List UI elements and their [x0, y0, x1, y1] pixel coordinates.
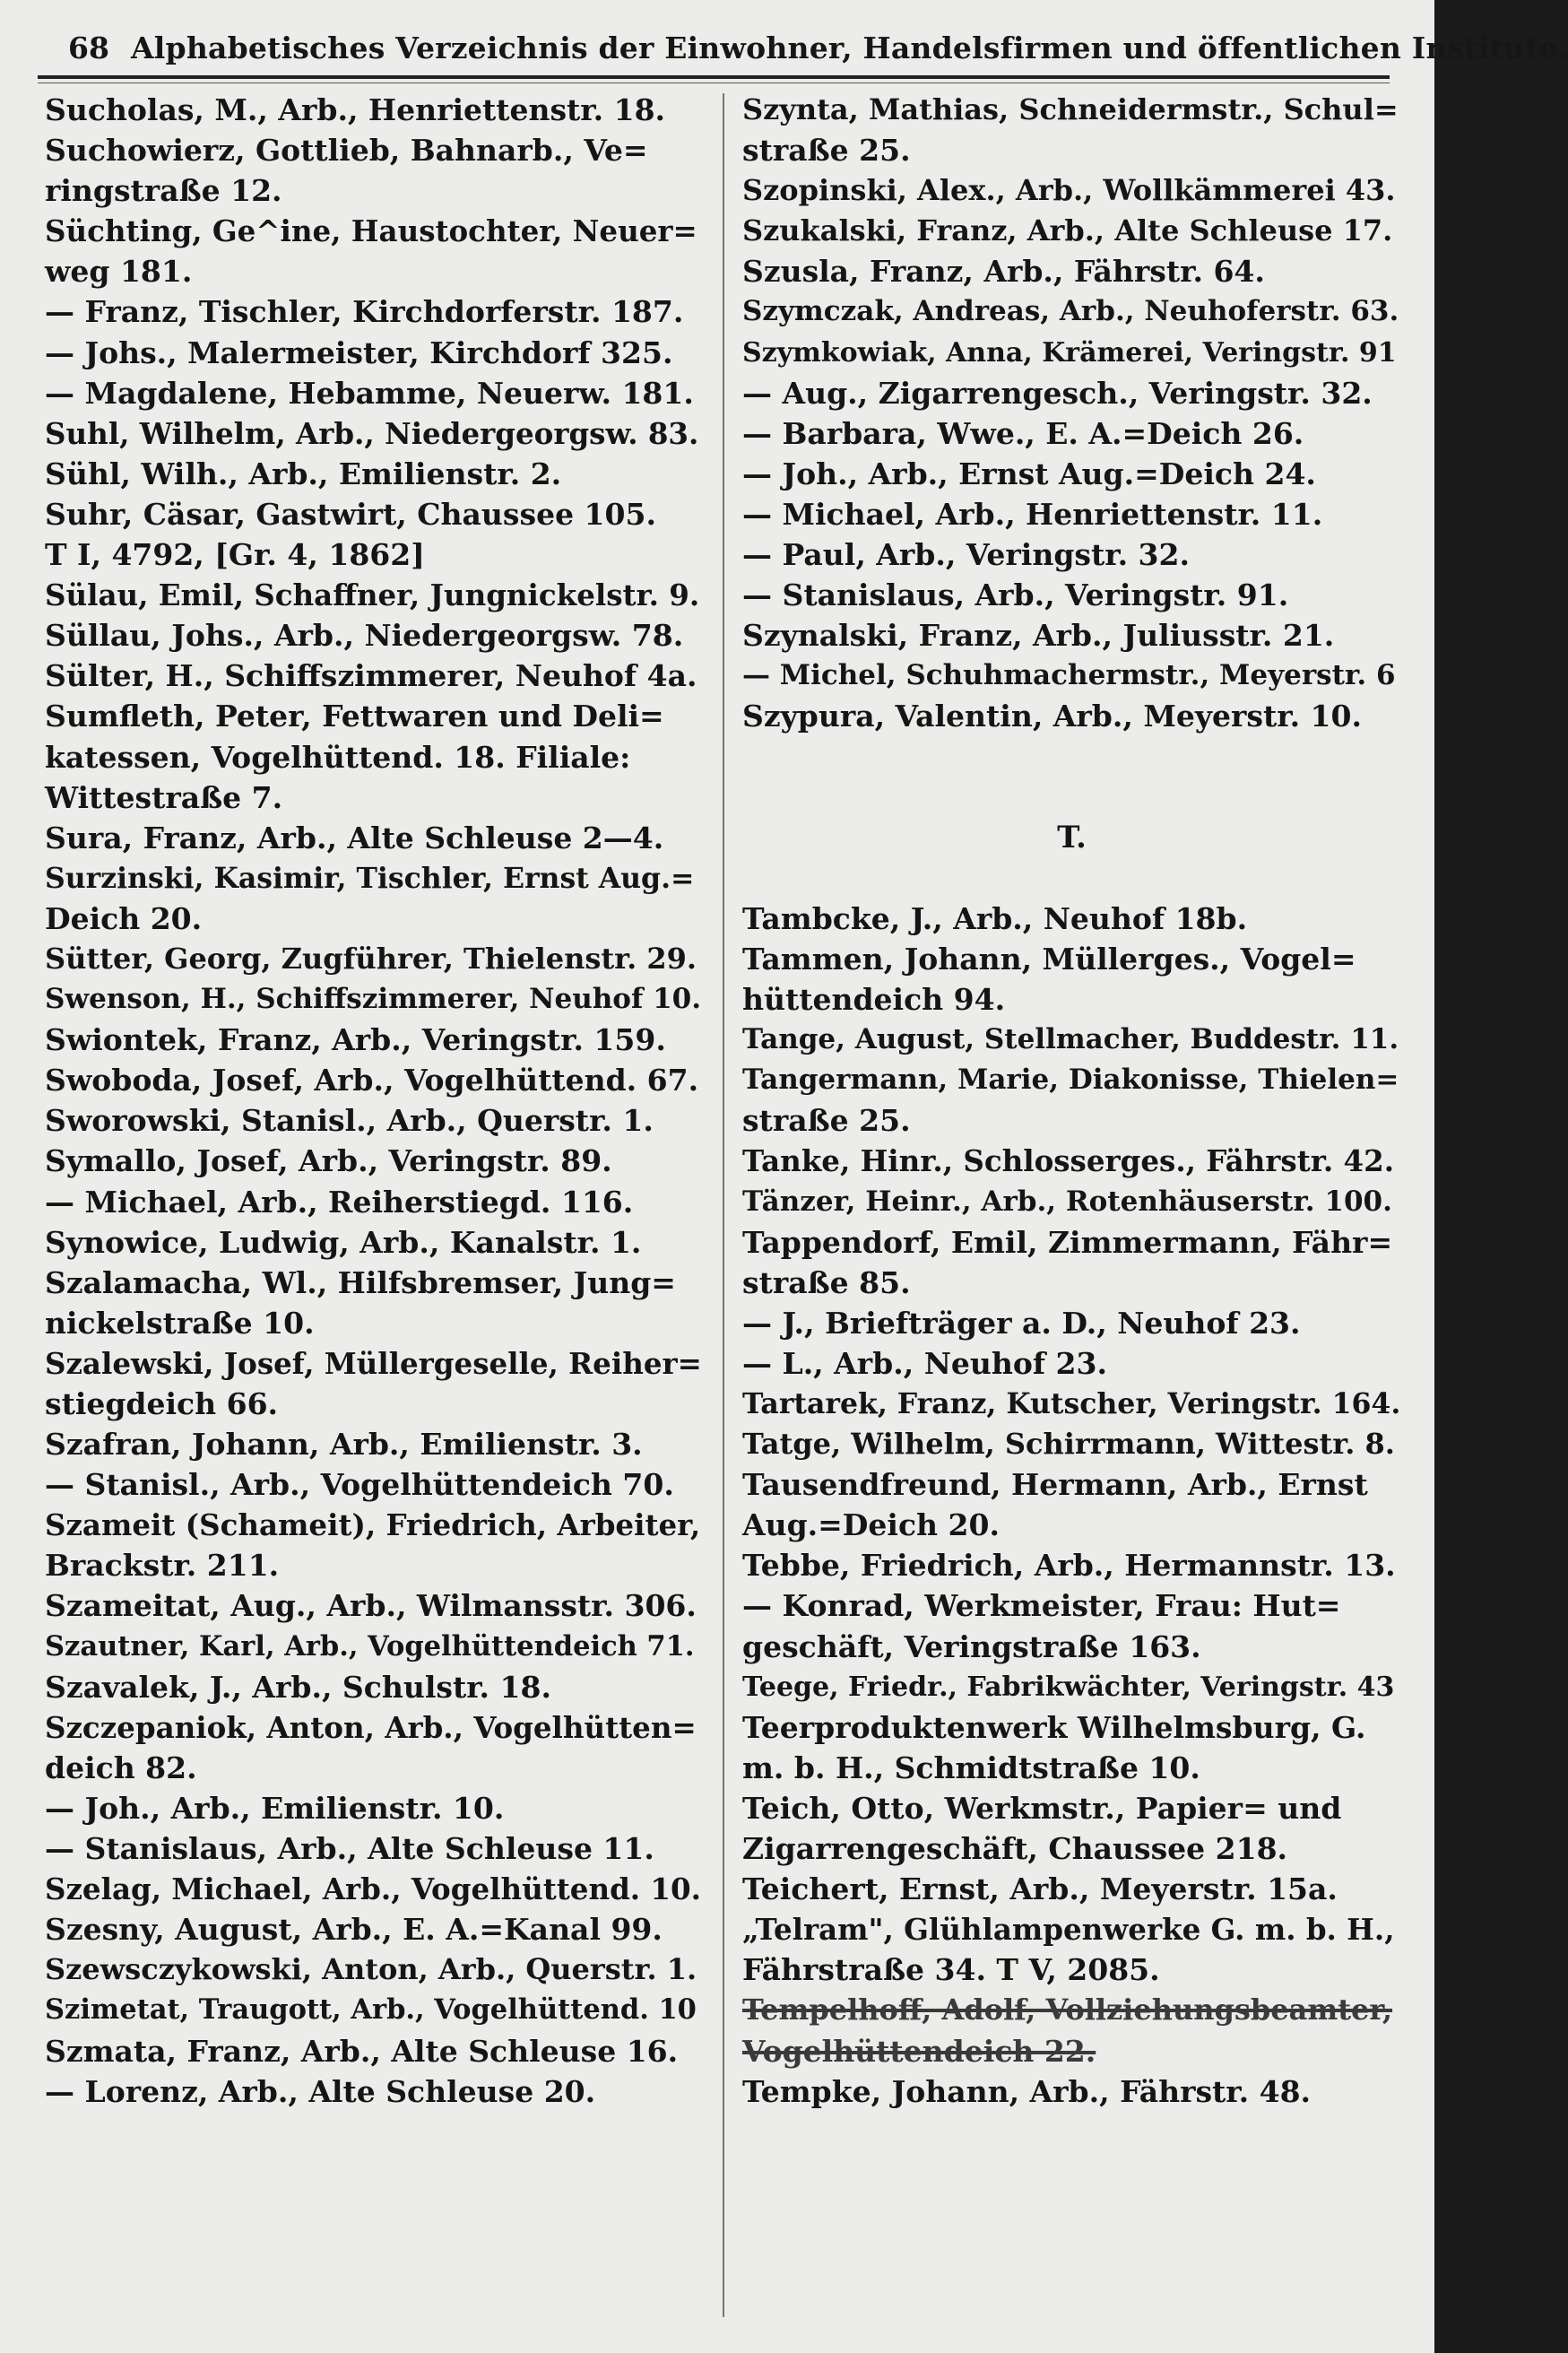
directory-line: Wittestraße 7. — [45, 779, 283, 815]
directory-line: deich 82. — [45, 1750, 197, 1785]
directory-line: Szameit (Schameit), Friedrich, Arbeiter, — [45, 1507, 701, 1543]
directory-line: — Barbara, Wwe., E. A.=Deich 26. — [742, 415, 1304, 451]
directory-line: Synowice, Ludwig, Arb., Kanalstr. 1. — [45, 1224, 642, 1260]
header-rule — [38, 75, 1390, 79]
directory-line: — Lorenz, Arb., Alte Schleuse 20. — [45, 2073, 596, 2109]
directory-line: — L., Arb., Neuhof 23. — [742, 1345, 1107, 1381]
page-title: Alphabetisches Verzeichnis der Einwohner, Handelsfirmen und öffentlichen Institute. — [131, 30, 1568, 65]
directory-line: Tangermann, Marie, Diakonisse, Thielen= — [742, 1064, 1399, 1097]
blank-line — [742, 858, 1401, 899]
directory-line: Suchowierz, Gottlieb, Bahnarb., Ve= — [45, 133, 648, 169]
directory-line: katessen, Vogelhüttend. 18. Filiale: — [45, 739, 631, 775]
directory-line: Szesny, August, Arb., E. A.=Kanal 99. — [45, 1912, 663, 1948]
directory-line: Süchting, Ge^ine, Haustochter, Neuer= — [45, 213, 697, 249]
directory-line: Teege, Friedr., Fabrikwächter, Veringstr. 43 — [742, 1671, 1395, 1703]
page-header — [30, 27, 1568, 79]
directory-line: Surzinski, Kasimir, Tischler, Ernst Aug.= — [45, 861, 695, 895]
directory-line: Szopinski, Alex., Arb., Wollkämmerei 43. — [742, 173, 1396, 208]
directory-line: — Joh., Arb., Emilienstr. 10. — [45, 1790, 505, 1826]
directory-line: Sucholas, M., Arb., Henriettenstr. 18. — [45, 92, 666, 127]
directory-line: Szynalski, Franz, Arb., Juliusstr. 21. — [742, 618, 1335, 654]
directory-line: Tatge, Wilhelm, Schirrmann, Wittestr. 8. — [742, 1427, 1395, 1462]
section-heading: T. — [1057, 819, 1087, 855]
column-divider — [723, 93, 724, 2317]
directory-line: Szameitat, Aug., Arb., Wilmansstr. 306. — [45, 1588, 697, 1624]
directory-line: Swenson, H., Schiffszimmerer, Neuhof 10. — [45, 983, 702, 1016]
directory-line: Szmata, Franz, Arb., Alte Schleuse 16. — [45, 2033, 679, 2069]
page-number: 68 — [68, 30, 109, 65]
directory-line: Sumfleth, Peter, Fettwaren und Deli= — [45, 699, 664, 734]
directory-line: Süllau, Johs., Arb., Niedergeorgsw. 78. — [45, 618, 684, 654]
directory-line: Tanke, Hinr., Schlosserges., Fährstr. 42. — [742, 1143, 1395, 1179]
directory-line: Swiontek, Franz, Arb., Veringstr. 159. — [45, 1022, 666, 1058]
directory-line: Sworowski, Stanisl., Arb., Querstr. 1. — [45, 1103, 654, 1139]
directory-line: nickelstraße 10. — [45, 1305, 315, 1341]
directory-line: — Michael, Arb., Reiherstiegd. 116. — [45, 1184, 634, 1220]
directory-line: Szimetat, Traugott, Arb., Vogelhüttend. 10 — [45, 1993, 697, 2027]
directory-line: — Konrad, Werkmeister, Frau: Hut= — [742, 1588, 1341, 1624]
blank-line — [742, 737, 1401, 777]
directory-line: stiegdeich 66. — [45, 1386, 279, 1421]
directory-line: Teich, Otto, Werkmstr., Papier= und — [742, 1790, 1342, 1826]
directory-line: geschäft, Veringstraße 163. — [742, 1628, 1201, 1664]
directory-line: Symallo, Josef, Arb., Veringstr. 89. — [45, 1143, 612, 1179]
directory-line: Teichert, Ernst, Arb., Meyerstr. 15a. — [742, 1871, 1338, 1907]
directory-line: Tappendorf, Emil, Zimmermann, Fähr= — [742, 1224, 1393, 1260]
directory-line: ringstraße 12. — [45, 173, 282, 209]
directory-line: — Johs., Malermeister, Kirchdorf 325. — [45, 334, 673, 370]
directory-line: Szczepaniok, Anton, Arb., Vogelhütten= — [45, 1709, 697, 1745]
directory-line: Tambcke, J., Arb., Neuhof 18b. — [742, 900, 1248, 936]
directory-line: Deich 20. — [45, 900, 203, 936]
directory-line: Tausendfreund, Hermann, Arb., Ernst — [742, 1467, 1368, 1503]
directory-line: Sülau, Emil, Schaffner, Jungnickelstr. 9. — [45, 577, 700, 613]
directory-line: Szymkowiak, Anna, Krämerei, Veringstr. 91 — [742, 336, 1397, 369]
directory-line: Sütter, Georg, Zugführer, Thielenstr. 29. — [45, 941, 697, 976]
directory-line: Sura, Franz, Arb., Alte Schleuse 2—4. — [45, 820, 664, 855]
directory-line: — Stanislaus, Arb., Alte Schleuse 11. — [45, 1831, 654, 1867]
directory-line: Szavalek, J., Arb., Schulstr. 18. — [45, 1669, 551, 1705]
directory-line: Szusla, Franz, Arb., Fährstr. 64. — [742, 254, 1265, 290]
directory-line: straße 85. — [742, 1264, 911, 1300]
directory-line: — Franz, Tischler, Kirchdorferstr. 187. — [45, 294, 684, 330]
directory-line: Szafran, Johann, Arb., Emilienstr. 3. — [45, 1427, 643, 1463]
directory-line: Tebbe, Friedrich, Arb., Hermannstr. 13. — [742, 1548, 1396, 1584]
directory-line: Suhr, Cäsar, Gastwirt, Chaussee 105. — [45, 496, 656, 532]
directory-line: Tänzer, Heinr., Arb., Rotenhäuserstr. 100. — [742, 1185, 1392, 1218]
directory-line: Szynta, Mathias, Schneidermstr., Schul= — [742, 92, 1399, 126]
directory-line: Tartarek, Franz, Kutscher, Veringstr. 164. — [742, 1387, 1401, 1420]
directory-line: Szymczak, Andreas, Arb., Neuhoferstr. 63. — [742, 295, 1399, 328]
directory-line: Szautner, Karl, Arb., Vogelhüttendeich 71. — [45, 1629, 695, 1663]
left-column — [45, 90, 704, 2112]
directory-line: Fährstraße 34. T V, 2085. — [742, 1952, 1160, 1988]
directory-line: straße 25. — [742, 1103, 911, 1139]
directory-line: — Michel, Schuhmachermstr., Meyerstr. 6 — [742, 659, 1396, 692]
directory-line: Brackstr. 211. — [45, 1548, 280, 1584]
directory-line: T I, 4792, [Gr. 4, 1862] — [45, 537, 425, 573]
directory-line: — Stanislaus, Arb., Veringstr. 91. — [742, 577, 1289, 613]
directory-line: Tange, August, Stellmacher, Buddestr. 11. — [742, 1023, 1399, 1056]
directory-line: Sühl, Wilh., Arb., Emilienstr. 2. — [45, 456, 562, 491]
directory-line: Szelag, Michael, Arb., Vogelhüttend. 10. — [45, 1871, 701, 1907]
directory-line: Szypura, Valentin, Arb., Meyerstr. 10. — [742, 699, 1362, 734]
directory-line: weg 181. — [45, 254, 193, 290]
directory-line: — Michael, Arb., Henriettenstr. 11. — [742, 496, 1323, 532]
directory-line: Tammen, Johann, Müllerges., Vogel= — [742, 941, 1356, 977]
directory-line: hüttendeich 94. — [742, 982, 1006, 1018]
directory-line: Szukalski, Franz, Arb., Alte Schleuse 17. — [742, 213, 1393, 248]
directory-line: Vogelhüttendeich 22. — [742, 2033, 1096, 2069]
directory-line: — Paul, Arb., Veringstr. 32. — [742, 537, 1190, 573]
right-column — [742, 90, 1401, 2112]
directory-line: — Magdalene, Hebamme, Neuerw. 181. — [45, 375, 694, 411]
directory-line: Szalamacha, Wl., Hilfsbremser, Jung= — [45, 1264, 676, 1300]
directory-line: straße 25. — [742, 133, 911, 169]
directory-line: — Joh., Arb., Ernst Aug.=Deich 24. — [742, 456, 1316, 491]
header-rule-thin — [38, 82, 1390, 83]
directory-line: Szalewski, Josef, Müllergeselle, Reiher= — [45, 1345, 702, 1381]
blank-line — [742, 777, 1401, 818]
directory-line: Szewsczykowski, Anton, Arb., Querstr. 1. — [45, 1952, 697, 1987]
directory-line: Tempelhoff, Adolf, Vollziehungsbeamter, — [742, 1993, 1393, 2027]
directory-line: Tempke, Johann, Arb., Fährstr. 48. — [742, 2073, 1312, 2109]
directory-line: — J., Briefträger a. D., Neuhof 23. — [742, 1305, 1301, 1341]
directory-line: Zigarrengeschäft, Chaussee 218. — [742, 1831, 1288, 1867]
directory-line: Aug.=Deich 20. — [742, 1507, 1000, 1543]
directory-line: — Stanisl., Arb., Vogelhüttendeich 70. — [45, 1467, 674, 1503]
directory-line: Sülter, H., Schiffszimmerer, Neuhof 4a. — [45, 658, 697, 694]
directory-line: — Aug., Zigarrengesch., Veringstr. 32. — [742, 375, 1373, 411]
directory-line: „Telram", Glühlampenwerke G. m. b. H., — [742, 1912, 1395, 1948]
directory-line: m. b. H., Schmidtstraße 10. — [742, 1750, 1200, 1785]
directory-line: Swoboda, Josef, Arb., Vogelhüttend. 67. — [45, 1063, 699, 1098]
directory-line: Suhl, Wilhelm, Arb., Niedergeorgsw. 83. — [45, 415, 699, 451]
directory-line: Teerproduktenwerk Wilhelmsburg, G. — [742, 1709, 1366, 1745]
